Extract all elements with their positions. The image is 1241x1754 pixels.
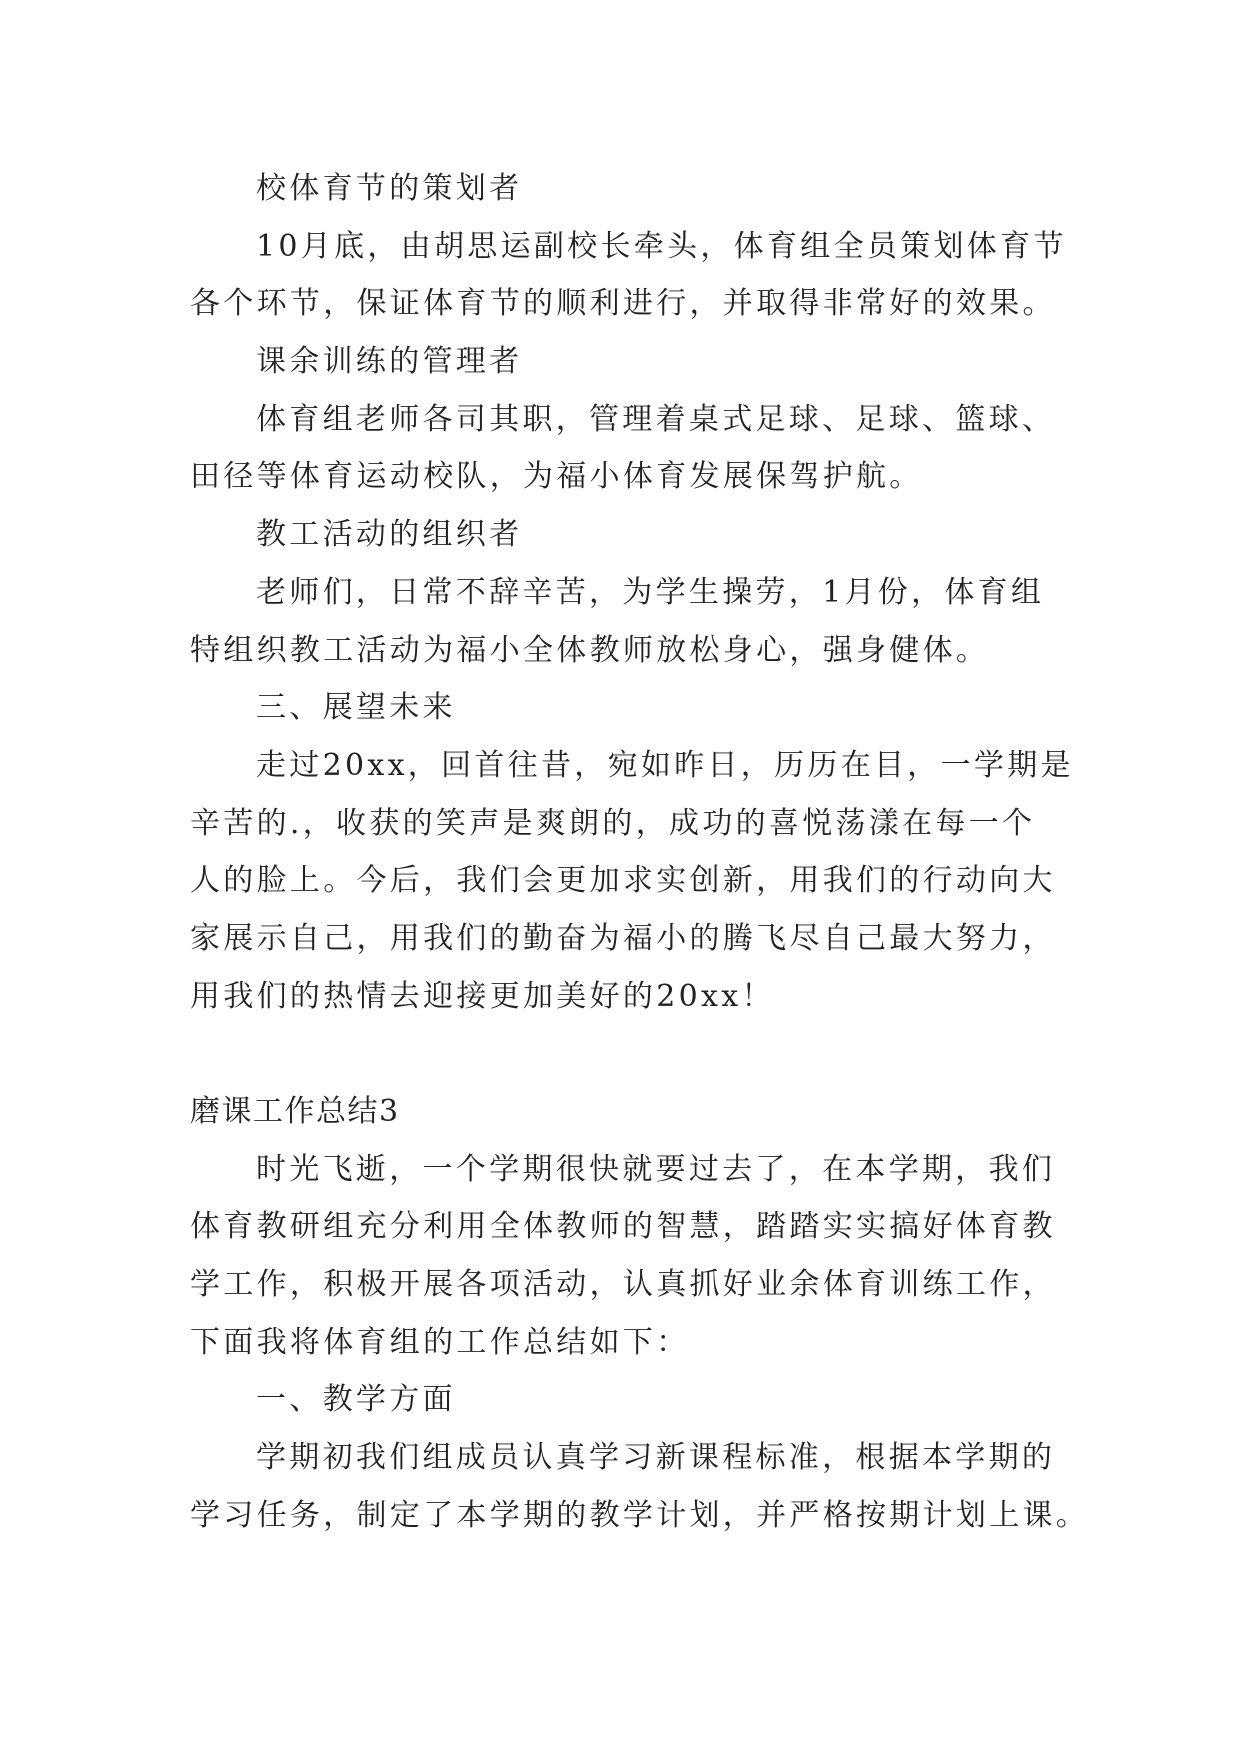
heading-staff-activity-organizer: 教工活动的组织者: [256, 517, 523, 553]
heading-training-manager: 课余训练的管理者: [256, 344, 523, 380]
paragraph-line: 走过20xx，回首往昔，宛如昨日，历历在目，一学期是: [256, 747, 1074, 783]
paragraph-line: 学工作，积极开展各项活动，认真抓好业余体育训练工作，: [190, 1267, 1056, 1303]
paragraph-line: 学习任务，制定了本学期的教学计划，并严格按期计划上课。: [190, 1497, 1090, 1533]
paragraph-line: 家展示自己，用我们的勤奋为福小的腾飞尽自己最大努力，: [190, 920, 1056, 956]
paragraph-line: 老师们，日常不辞辛苦，为学生操劳，1月份，体育组: [256, 574, 1045, 610]
document-page: [190, 160, 1090, 1545]
paragraph-line: 人的脸上。今后，我们会更加求实创新，用我们的行动向大: [190, 863, 1056, 899]
paragraph-line: 用我们的热情去迎接更加美好的20xx！: [190, 978, 775, 1014]
paragraph-line: 学期初我们组成员认真学习新课程标准，根据本学期的: [256, 1440, 1056, 1476]
heading-sports-festival-planner: 校体育节的策划者: [256, 171, 523, 206]
paragraph-line: 时光飞逝，一个学期很快就要过去了，在本学期，我们: [256, 1151, 1056, 1187]
paragraph-line: 各个环节，保证体育节的顺利进行，并取得非常好的效果。: [190, 286, 1056, 322]
section-title: 磨课工作总结3: [190, 1094, 400, 1129]
paragraph-line: 体育教研组充分利用全体教师的智慧，踏踏实实搞好体育教: [190, 1209, 1056, 1245]
paragraph-line: 下面我将体育组的工作总结如下：: [190, 1324, 690, 1360]
paragraph-line: 体育组老师各司其职，管理着桌式足球、足球、篮球、: [256, 401, 1056, 437]
heading-outlook: 三、展望未来: [256, 690, 456, 726]
heading-teaching: 一、教学方面: [256, 1382, 456, 1418]
paragraph-line: 辛苦的.，收获的笑声是爽朗的，成功的喜悦荡漾在每一个: [190, 805, 1036, 841]
section-gap: [190, 1025, 1070, 1083]
paragraph-line: 10月底，由胡思运副校长牵头，体育组全员策划体育节: [256, 228, 1067, 264]
paragraph-line: 特组织教工活动为福小全体教师放松身心，强身健体。: [190, 632, 990, 668]
paragraph-line: 田径等体育运动校队，为福小体育发展保驾护航。: [190, 459, 923, 495]
